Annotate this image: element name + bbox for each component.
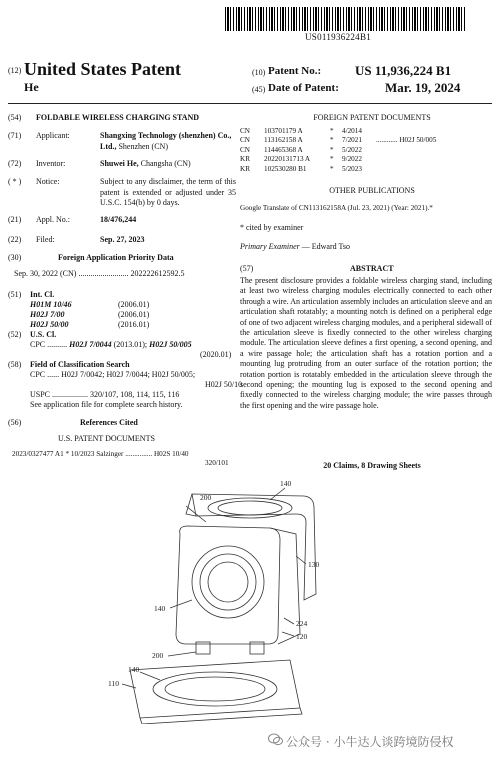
leader-200b xyxy=(168,652,196,656)
label-200: 200 xyxy=(152,651,164,660)
priority-number: 202222612592.5 xyxy=(130,269,185,278)
appl-no: 18/476,244 xyxy=(100,215,137,224)
foreign-doc-row xyxy=(240,165,492,174)
applicant-place: Shenzhen (CN) xyxy=(118,141,168,151)
us-cl-cpc-label: CPC xyxy=(30,340,46,349)
label-120: 120 xyxy=(296,632,308,641)
priority-country: (CN) xyxy=(60,269,77,278)
foreign-star: * xyxy=(330,155,334,164)
label-200: 200 xyxy=(200,493,212,502)
label-224: 224 xyxy=(296,619,308,628)
us-cl-value: H02J 7/0044 xyxy=(69,340,112,349)
foreign-cc: KR xyxy=(240,155,250,164)
search-cpc: CPC ...... H02J 7/0042; H02J 7/0044; H02J 50/005; xyxy=(30,370,196,379)
leader-140c xyxy=(140,672,160,680)
foreign-date: 4/2014 xyxy=(342,127,362,135)
references-title: References Cited xyxy=(80,418,138,427)
code-56: (56) xyxy=(8,418,22,427)
us-patent-docs-title: U.S. PATENT DOCUMENTS xyxy=(58,434,155,443)
base-pad xyxy=(130,660,300,718)
base-coil-inner xyxy=(165,677,265,701)
foreign-doc-row xyxy=(240,155,492,164)
priority-date: Sep. 30, 2022 xyxy=(14,269,58,278)
code-57: (57) xyxy=(240,264,254,273)
barcode xyxy=(225,7,465,31)
wechat-icon xyxy=(268,733,283,746)
foreign-num: 113162158 A xyxy=(264,136,303,145)
reference-row xyxy=(12,450,189,458)
foreign-date: 5/2023 xyxy=(342,164,362,173)
foreign-cls: ............ H02J 50/005 xyxy=(376,136,437,145)
invention-title: FOLDABLE WIRELESS CHARGING STAND xyxy=(36,113,200,122)
priority-row xyxy=(14,269,242,280)
patent-date: Mar. 19, 2024 xyxy=(385,80,461,95)
middle-coil-outer xyxy=(192,546,264,618)
int-cl-year: (2016.01) xyxy=(118,320,150,329)
foreign-num: 114465368 A xyxy=(264,145,303,154)
ref-class: H02S 10/40 xyxy=(153,450,189,458)
ref-dots: ............... xyxy=(125,450,153,458)
upper-pad xyxy=(192,494,316,600)
foreign-docs-title: FOREIGN PATENT DOCUMENTS xyxy=(313,113,431,122)
patent-number: US 11,936,224 B1 xyxy=(355,63,452,78)
notice-label: Notice: xyxy=(36,177,60,186)
us-cl-year: (2013.01); xyxy=(113,340,148,349)
ref-number: 2023/0327477 A1 * xyxy=(12,450,70,458)
label-140: 140 xyxy=(128,665,140,674)
search-history-note: See application file for complete search history. xyxy=(30,400,183,409)
patent-no-label: Patent No.: xyxy=(268,65,322,77)
foreign-num: 103701179 A xyxy=(264,127,303,135)
priority-title: Foreign Application Priority Data xyxy=(58,253,174,262)
leader-200a xyxy=(186,506,206,522)
us-cl-title: U.S. Cl. xyxy=(30,330,57,339)
abstract-title: ABSTRACT xyxy=(350,264,394,273)
foreign-star: * xyxy=(330,164,334,173)
middle-pad xyxy=(176,526,280,644)
code-10: (10) xyxy=(252,68,266,77)
priority-dots: ......................... xyxy=(78,269,129,278)
foreign-cc: CN xyxy=(240,136,250,145)
search-cpc-cont: H02J 50/10 xyxy=(205,380,243,389)
foreign-date: 9/2022 xyxy=(342,155,362,164)
base-pad-edge xyxy=(140,708,302,724)
watermark-text: 公众号 · 小牛达人谈跨境防侵权 xyxy=(286,735,454,749)
foreign-cc: KR xyxy=(240,164,250,173)
leader-120 xyxy=(282,632,294,636)
int-cl-class: H02J 50/00 xyxy=(30,320,69,329)
header-rule xyxy=(8,103,492,104)
filed-date: Sep. 27, 2023 xyxy=(100,235,145,244)
foreign-doc-row xyxy=(240,127,492,136)
foreign-cc: CN xyxy=(240,145,250,154)
examiner-name: — Edward Tso xyxy=(301,242,350,251)
inventor-name: Shuwei He, xyxy=(100,159,139,168)
ref-name: Salzinger xyxy=(96,450,124,458)
int-cl-class: H01M 10/46 xyxy=(30,300,72,309)
primary-examiner xyxy=(240,242,350,253)
leader-110 xyxy=(122,684,136,688)
label-110: 110 xyxy=(108,679,119,688)
int-cl-title: Int. Cl. xyxy=(30,290,55,299)
applicant-label: Applicant: xyxy=(36,131,70,140)
label-130: 130 xyxy=(308,560,320,569)
int-cl-year: (2006.01) xyxy=(118,300,150,309)
code-notice: ( * ) xyxy=(8,177,22,186)
other-publication: Google Translate of CN113162158A (Jul. 23, 2021) (Year: 2021).* xyxy=(240,204,433,212)
us-cl-value: H02J 50/005 xyxy=(149,340,192,349)
filed-label: Filed: xyxy=(36,235,55,244)
foreign-doc-row xyxy=(240,146,492,155)
foreign-doc-row xyxy=(240,136,492,145)
foreign-star: * xyxy=(330,127,334,135)
code-71: (71) xyxy=(8,131,22,140)
applicant xyxy=(100,131,240,152)
foreign-star: * xyxy=(330,145,334,154)
code-72: (72) xyxy=(8,159,22,168)
document-title: United States Patent xyxy=(24,59,181,79)
claims-count: 20 Claims, 8 Drawing Sheets xyxy=(323,461,421,470)
code-54: (54) xyxy=(8,113,22,122)
us-cl-year: (2020.01) xyxy=(200,350,232,359)
label-140: 140 xyxy=(280,479,292,488)
int-cl-class: H02J 7/00 xyxy=(30,310,65,319)
ref-date: 10/2023 xyxy=(70,450,95,458)
code-51: (51) xyxy=(8,290,22,299)
upper-coil-inner xyxy=(218,501,282,515)
us-cl-cpc xyxy=(30,340,192,351)
leader-140a xyxy=(270,488,285,500)
date-label: Date of Patent: xyxy=(268,82,339,94)
code-58: (58) xyxy=(8,360,22,369)
foreign-num: 102530280 B1 xyxy=(264,164,307,173)
applicant-name: Shangxing Technology (shenzhen) Co., Ltd., xyxy=(100,131,232,151)
leader-140b xyxy=(170,600,192,608)
int-cl-year: (2006.01) xyxy=(118,310,150,319)
foreign-cc: CN xyxy=(240,127,250,135)
foreign-num: 20220131713 A xyxy=(264,155,311,164)
code-52: (52) xyxy=(8,330,22,339)
inventor-place: Changsha (CN) xyxy=(140,159,191,168)
patent-figure xyxy=(100,474,360,724)
foreign-docs-list xyxy=(240,127,492,174)
foreign-date: 7/2021 xyxy=(342,136,362,145)
publication-number: US011936224B1 xyxy=(305,32,372,42)
label-140: 140 xyxy=(154,604,166,613)
foreign-date: 5/2022 xyxy=(342,145,362,154)
cited-by-examiner: * cited by examiner xyxy=(240,223,304,232)
code-45: (45) xyxy=(252,85,266,94)
leader-224 xyxy=(284,618,294,624)
other-publications-title: OTHER PUBLICATIONS xyxy=(329,186,415,195)
code-30: (30) xyxy=(8,253,22,262)
examiner-label: Primary Examiner xyxy=(240,242,300,251)
inventor-label: Inventor: xyxy=(36,159,66,168)
code-22: (22) xyxy=(8,235,22,244)
middle-coil-core xyxy=(208,562,248,602)
ref-class-cont: 320/101 xyxy=(205,459,229,467)
code-21: (21) xyxy=(8,215,22,224)
search-field-title: Field of Classification Search xyxy=(30,360,130,369)
notice-text: Subject to any disclaimer, the term of this patent is extended or adjusted under 35 U.S.C. 154(b) by 0 days. xyxy=(100,177,236,207)
foreign-star: * xyxy=(330,136,334,145)
inventor-surname: He xyxy=(24,80,39,94)
search-uspc: USPC .................. 320/107, 108, 114, 115, 116 xyxy=(30,390,180,399)
appl-no-label: Appl. No.: xyxy=(36,215,70,224)
inventor xyxy=(100,159,191,170)
code-12: (12) xyxy=(8,66,22,75)
us-cl-dots: .......... xyxy=(47,340,68,349)
abstract-text: The present disclosure provides a foldable wireless charging stand, including at least two wireless charging modules electrically connected to each other through a wire. An articulation assembly includes an articulation sleeve and an articulation shaft rotatably; a mounting notch is defined on a peripheral edge of one of two adjacent wireless charging modules, and a peripheral sidewall of the articulation sleeve is fixedly connected to the other wireless charging module. The articulation sleeve defines a first opening, a second opening, and a wire passage hole; the articulation shaft has a rotation portion and a mounting lug protruding from an outer surface of the rotation portion; the rotation portion is rotatably embedded in the articulation sleeve through the second opening; the mounting lug is exposed to the second opening and fixedly connected to the wireless charging module; the wire passes through the first opening and the wire passage hole. xyxy=(240,276,492,410)
